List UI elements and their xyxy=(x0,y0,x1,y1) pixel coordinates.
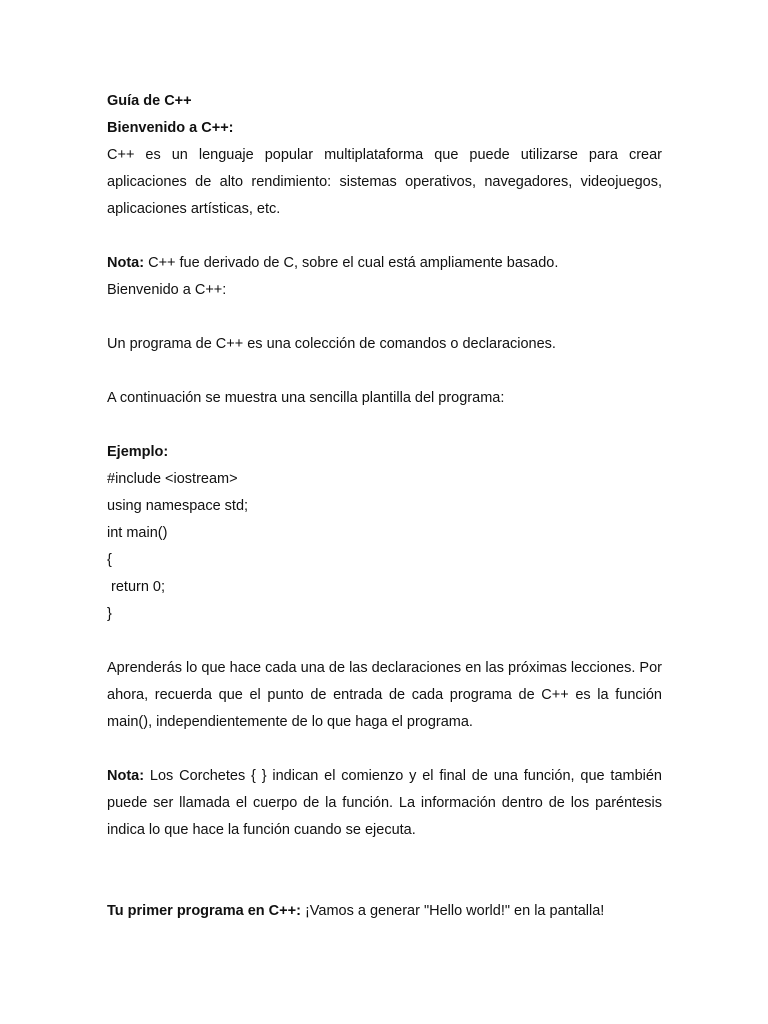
first-program xyxy=(107,898,662,925)
note-1-text: C++ fue derivado de C, sobre el cual está ampliamente basado. xyxy=(144,255,559,271)
program-sentence: Un programa de C++ es una colección de comandos o declaraciones. xyxy=(107,336,556,352)
note-2 xyxy=(107,763,662,844)
spacer xyxy=(107,223,662,250)
note-2-text: Los Corchetes { } indican el comienzo y el final de una función, que también puede ser llamada el cuerpo de la función. La información dentro de los paréntesis indica lo que hace la función cuando se ejecuta. xyxy=(107,768,662,838)
spacer xyxy=(107,304,662,331)
code-line: using namespace std; xyxy=(107,498,249,514)
template-sentence: A continuación se muestra una sencilla plantilla del programa: xyxy=(107,390,505,406)
spacer xyxy=(107,736,662,763)
note-1 xyxy=(107,250,662,277)
first-program-label: Tu primer programa en C++: xyxy=(107,903,301,919)
code-line: { xyxy=(107,552,112,568)
welcome-heading: Bienvenido a C++: xyxy=(107,120,234,136)
code-line: int main() xyxy=(107,525,168,541)
document-page xyxy=(107,88,662,925)
spacer xyxy=(107,628,662,655)
spacer xyxy=(107,412,662,439)
example-label: Ejemplo: xyxy=(107,444,169,460)
spacer xyxy=(107,358,662,385)
code-line: } xyxy=(107,606,112,622)
note-1-label: Nota: xyxy=(107,255,145,271)
welcome-again: Bienvenido a C++: xyxy=(107,282,227,298)
note-2-label: Nota: xyxy=(107,768,145,784)
learn-paragraph: Aprenderás lo que hace cada una de las declaraciones en las próximas lecciones. Por ahora, recuerda que el punto de entrada de cada programa de C++ es la función main(), independientemente de lo que haga el programa. xyxy=(107,660,662,730)
code-line: #include <iostream> xyxy=(107,471,238,487)
spacer xyxy=(107,844,662,898)
code-line: return 0; xyxy=(107,579,166,595)
first-program-text: ¡Vamos a generar "Hello world!" en la pantalla! xyxy=(300,903,605,919)
document-title: Guía de C++ xyxy=(107,93,192,109)
intro-paragraph: C++ es un lenguaje popular multiplataforma que puede utilizarse para crear aplicaciones de alto rendimiento: sistemas operativos, navegadores, videojuegos, aplicaciones artísticas, etc. xyxy=(107,147,662,217)
